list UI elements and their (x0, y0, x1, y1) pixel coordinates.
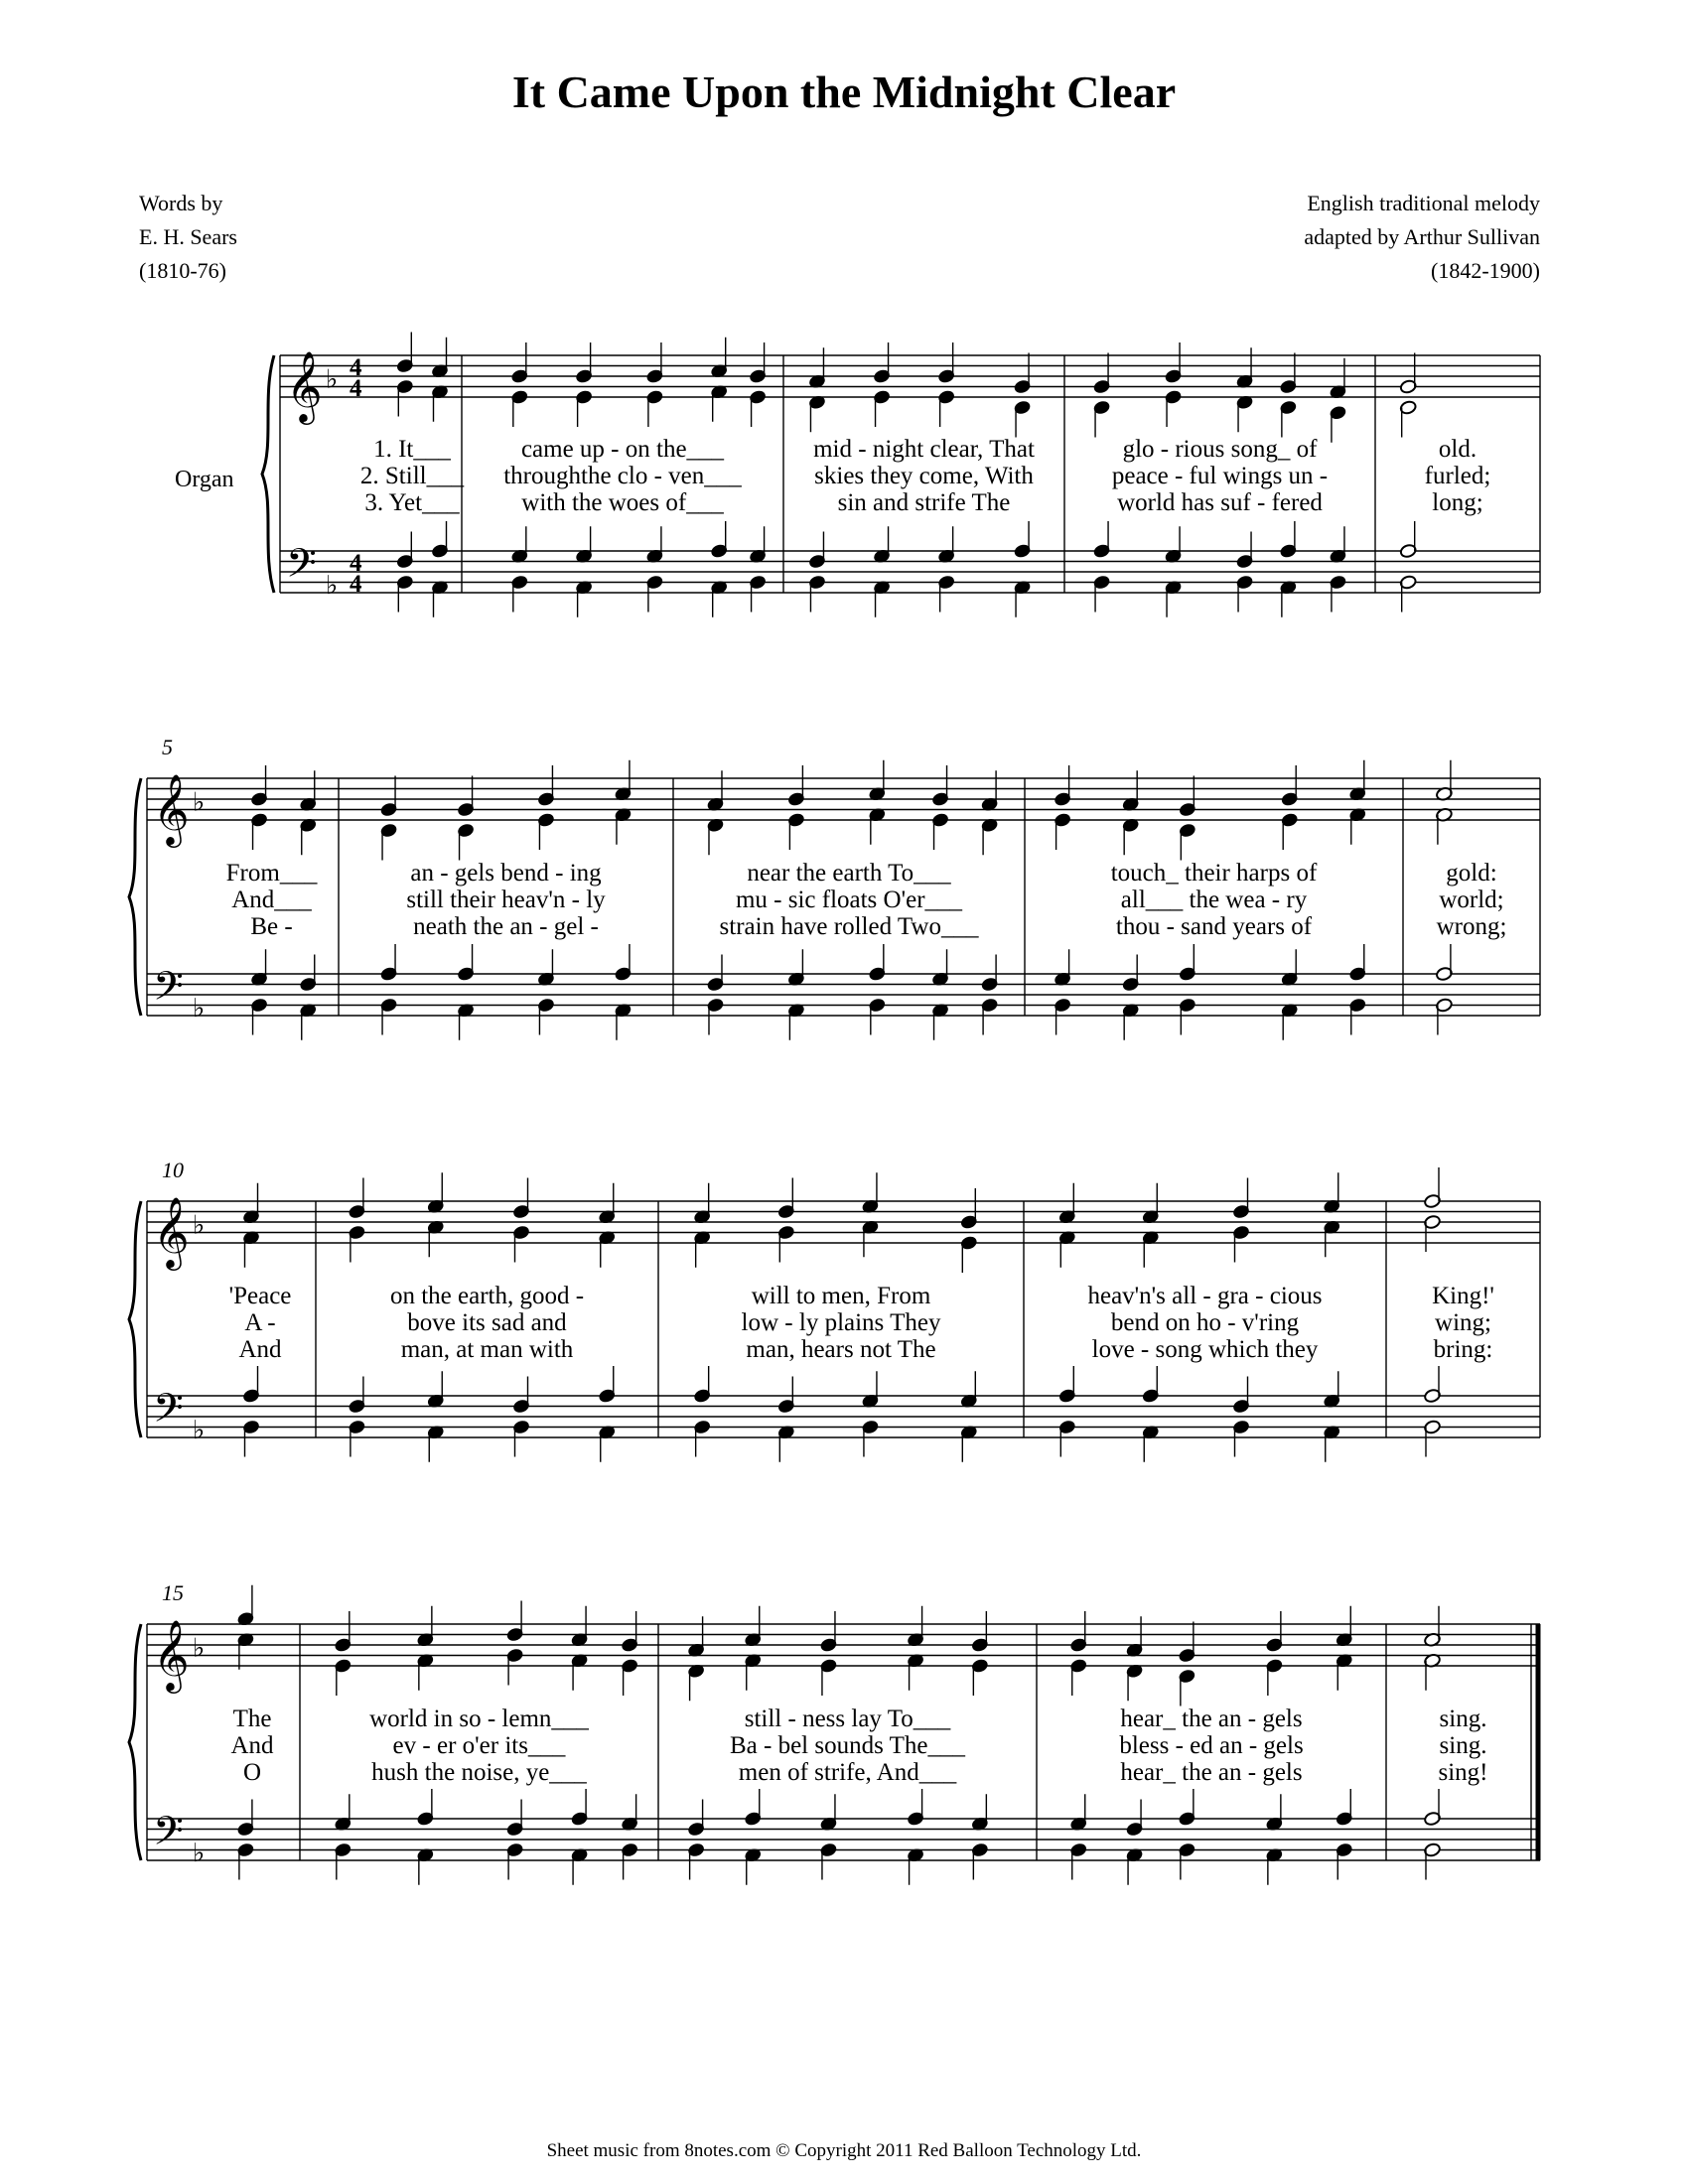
music-system (129, 1585, 1540, 1885)
lyric-line: 2. Still___ (359, 463, 465, 489)
flat-icon: ♭ (193, 1210, 206, 1241)
lyric-line: mid - night clear, That (813, 436, 1035, 463)
lyric-line: world; (1439, 887, 1504, 913)
lyric-line: sing! (1438, 1759, 1488, 1786)
flat-icon: ♭ (193, 1838, 206, 1868)
measure-number: 10 (162, 1158, 184, 1182)
bass-clef-icon: 𝄢 (153, 1385, 184, 1441)
time-signature: 4 (350, 550, 362, 577)
lyric-line: A - (244, 1309, 276, 1336)
lyric-line: heav'n's all - gra - cious (1087, 1283, 1323, 1309)
composer-credit (1304, 187, 1540, 288)
lyric-line: hear_ the an - gels (1120, 1706, 1303, 1732)
lyric-line: King!' (1432, 1283, 1494, 1309)
lyric-line: ev - er o'er its___ (392, 1732, 566, 1759)
lyric-line: Be - (250, 913, 293, 940)
bass-clef-icon: 𝄢 (286, 540, 317, 597)
time-signature: 4 (350, 571, 362, 598)
lyric-line: neath the an - gel - (413, 913, 599, 940)
lyric-line: sin and strife The (837, 489, 1011, 516)
treble-clef-icon: 𝄞 (153, 1195, 190, 1268)
lyric-line: bend on ho - v'ring (1110, 1309, 1300, 1336)
lyric-line: bove its sad and (407, 1309, 567, 1336)
measure-number: 15 (162, 1580, 184, 1605)
lyric-line: thou - sand years of (1115, 913, 1313, 940)
lyric-line: gold: (1446, 860, 1497, 887)
lyric-line: And___ (231, 887, 312, 913)
flat-icon: ♭ (193, 1633, 206, 1664)
bass-clef-icon: 𝄢 (153, 1808, 184, 1864)
lyric-line: peace - ful wings un - (1111, 463, 1329, 489)
lyric-line: still - ness lay To___ (744, 1706, 951, 1732)
lyric-line: throughthe clo - ven___ (503, 463, 742, 489)
page-title: It Came Upon the Midnight Clear (511, 67, 1177, 117)
lyric-line: And (238, 1336, 282, 1363)
lyric-line: wing; (1435, 1309, 1491, 1336)
copyright-footer: Sheet music from 8notes.com © Copyright 2011 Red Balloon Technology Ltd. (546, 2140, 1142, 2161)
credit-line: adapted by Arthur Sullivan (1304, 224, 1540, 249)
measure-number: 5 (162, 735, 173, 759)
time-signature: 4 (350, 354, 362, 381)
brace (129, 1201, 141, 1437)
lyric-line: love - song which they (1091, 1336, 1319, 1363)
lyric-line: O (242, 1759, 262, 1786)
lyric-line: And (230, 1732, 274, 1759)
lyric-line: man, at man with (400, 1336, 574, 1363)
treble-clef-icon: 𝄞 (286, 349, 323, 422)
lyric-line: sing. (1439, 1706, 1487, 1732)
flat-icon: ♭ (326, 570, 339, 601)
credit-line: Words by (139, 191, 223, 215)
lyric-line: world in so - lemn___ (369, 1706, 589, 1732)
lyric-line: bless - ed an - gels (1119, 1732, 1304, 1759)
lyric-line: skies they come, With (814, 463, 1034, 489)
lyric-line: long; (1432, 489, 1483, 516)
brace (129, 778, 141, 1016)
lyric-line: men of strife, And___ (738, 1759, 957, 1786)
lyric-line: on the earth, good - (389, 1283, 585, 1309)
brace (129, 1624, 141, 1860)
lyric-line: hear_ the an - gels (1120, 1759, 1303, 1786)
lyric-line: 1. It___ (373, 436, 451, 463)
credit-line: (1842-1900) (1431, 258, 1540, 283)
lyric-line: wrong; (1436, 913, 1507, 940)
flat-icon: ♭ (193, 1415, 206, 1445)
lyric-line: still their heav'n - ly (406, 887, 606, 913)
music-system (129, 760, 1540, 1040)
flat-icon: ♭ (193, 993, 206, 1024)
lyric-line: world has suf - fered (1117, 489, 1323, 516)
credit-line: E. H. Sears (139, 224, 237, 249)
credit-line: English traditional melody (1307, 191, 1540, 215)
lyric-line: near the earth To___ (747, 860, 951, 887)
brace (262, 355, 274, 593)
lyricist-credit (139, 187, 237, 288)
lyric-line: glo - rious song_ of (1122, 436, 1318, 463)
instrument-label: Organ (175, 467, 234, 492)
lyric-line: 'Peace (228, 1283, 292, 1309)
lyric-line: Ba - bel sounds The___ (729, 1732, 966, 1759)
lyric-line: with the woes of___ (521, 489, 724, 516)
flat-icon: ♭ (326, 364, 339, 395)
treble-clef-icon: 𝄞 (153, 1618, 190, 1691)
lyric-line: From___ (225, 860, 318, 887)
lyric-line: furled; (1424, 463, 1491, 489)
lyric-line: man, hears not The (746, 1336, 936, 1363)
lyric-line: mu - sic floats O'er___ (735, 887, 963, 913)
treble-clef-icon: 𝄞 (153, 772, 190, 845)
lyric-line: old. (1438, 436, 1477, 463)
lyric-line: strain have rolled Two___ (719, 913, 979, 940)
music-system (129, 1167, 1540, 1462)
lyric-line: bring: (1433, 1336, 1493, 1363)
lyric-line: 3. Yet___ (364, 489, 460, 516)
lyric-line: sing. (1439, 1732, 1487, 1759)
credit-line: (1810-76) (139, 258, 226, 283)
lyric-line: touch_ their harps of (1110, 860, 1318, 887)
lyric-line: an - gels bend - ing (410, 860, 602, 887)
lyric-line: came up - on the___ (520, 436, 725, 463)
lyric-line: low - ly plains They (741, 1309, 941, 1336)
lyric-line: all___ the wea - ry (1120, 887, 1308, 913)
flat-icon: ♭ (193, 787, 206, 818)
bass-clef-icon: 𝄢 (153, 963, 184, 1020)
lyric-line: will to men, From (751, 1283, 931, 1309)
music-system (262, 333, 1540, 617)
time-signature: 4 (350, 375, 362, 402)
lyric-line: hush the noise, ye___ (371, 1759, 587, 1786)
lyric-line: The (232, 1706, 272, 1732)
